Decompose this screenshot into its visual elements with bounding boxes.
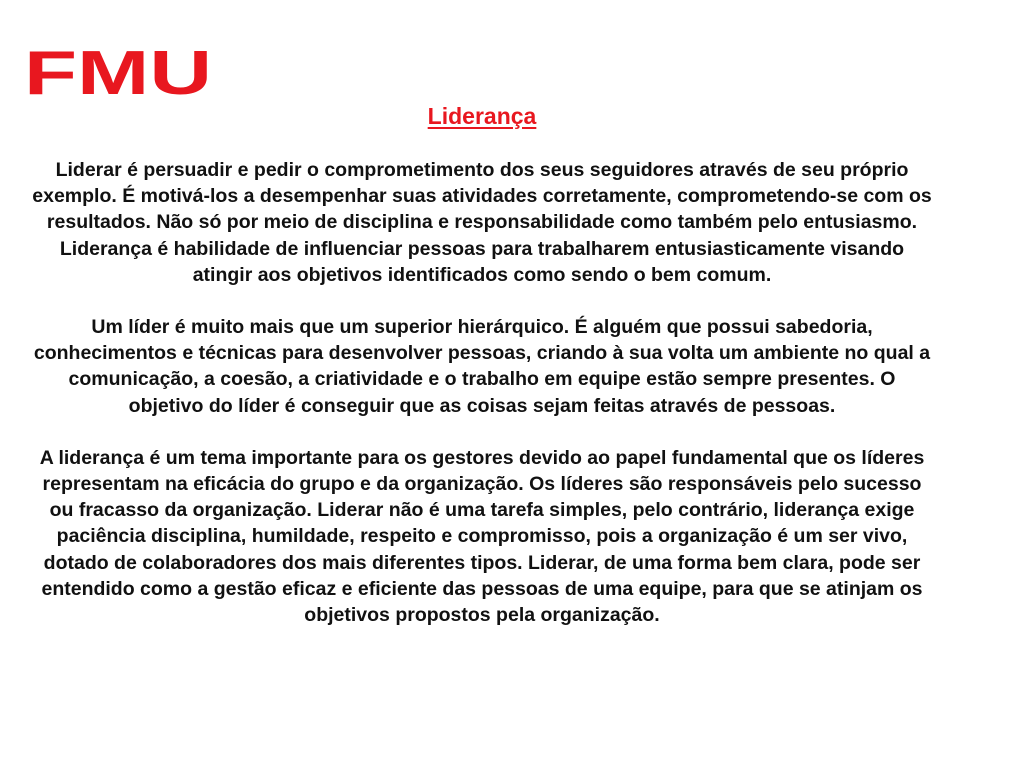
fmu-logo	[22, 42, 214, 102]
paragraph-1: Liderar é persuadir e pedir o comprometimento dos seus seguidores através de seu próprio exemplo. É motivá-los a desempenhar suas atividades corretamente, comprometendo-se com os resultados. Não só por meio de disciplina e responsabilidade como também pelo entusiasmo. Liderança é habilidade de influenciar pessoas para trabalharem entusiasticamente visando atingir aos objetivos identificados como sendo o bem comum.	[32, 159, 932, 286]
paragraph-2: Um líder é muito mais que um superior hierárquico. É alguém que possui sabedoria, conhecimentos e técnicas para desenvolver pessoas, criando à sua volta um ambiente no qual a comunicação, a coesão, a criatividade e o trabalho em equipe estão sempre presentes. O objetivo do líder é conseguir que as coisas sejam feitas através de pessoas.	[33, 316, 931, 417]
page-title: Liderança	[427, 103, 537, 129]
fmu-logo-text: FMU	[24, 42, 212, 102]
fmu-logo-graphic	[22, 42, 214, 102]
body-text	[30, 157, 934, 654]
paragraph-3: A liderança é um tema importante para os gestores devido ao papel fundamental que os líderes representam na eficácia do grupo e da organização. Os líderes são responsáveis pelo sucesso ou fracasso da organização. Liderar não é uma tarefa simples, pelo contrário, liderança exige paciência disciplina, humildade, respeito e compromisso, pois a organização é um ser vivo, dotado de colaboradores dos mais diferentes tipos. Liderar, de uma forma bem clara, pode ser entendido como a gestão eficaz e eficiente das pessoas de uma equipe, para que se atinjam os objetivos propostos pela organização.	[39, 446, 925, 627]
